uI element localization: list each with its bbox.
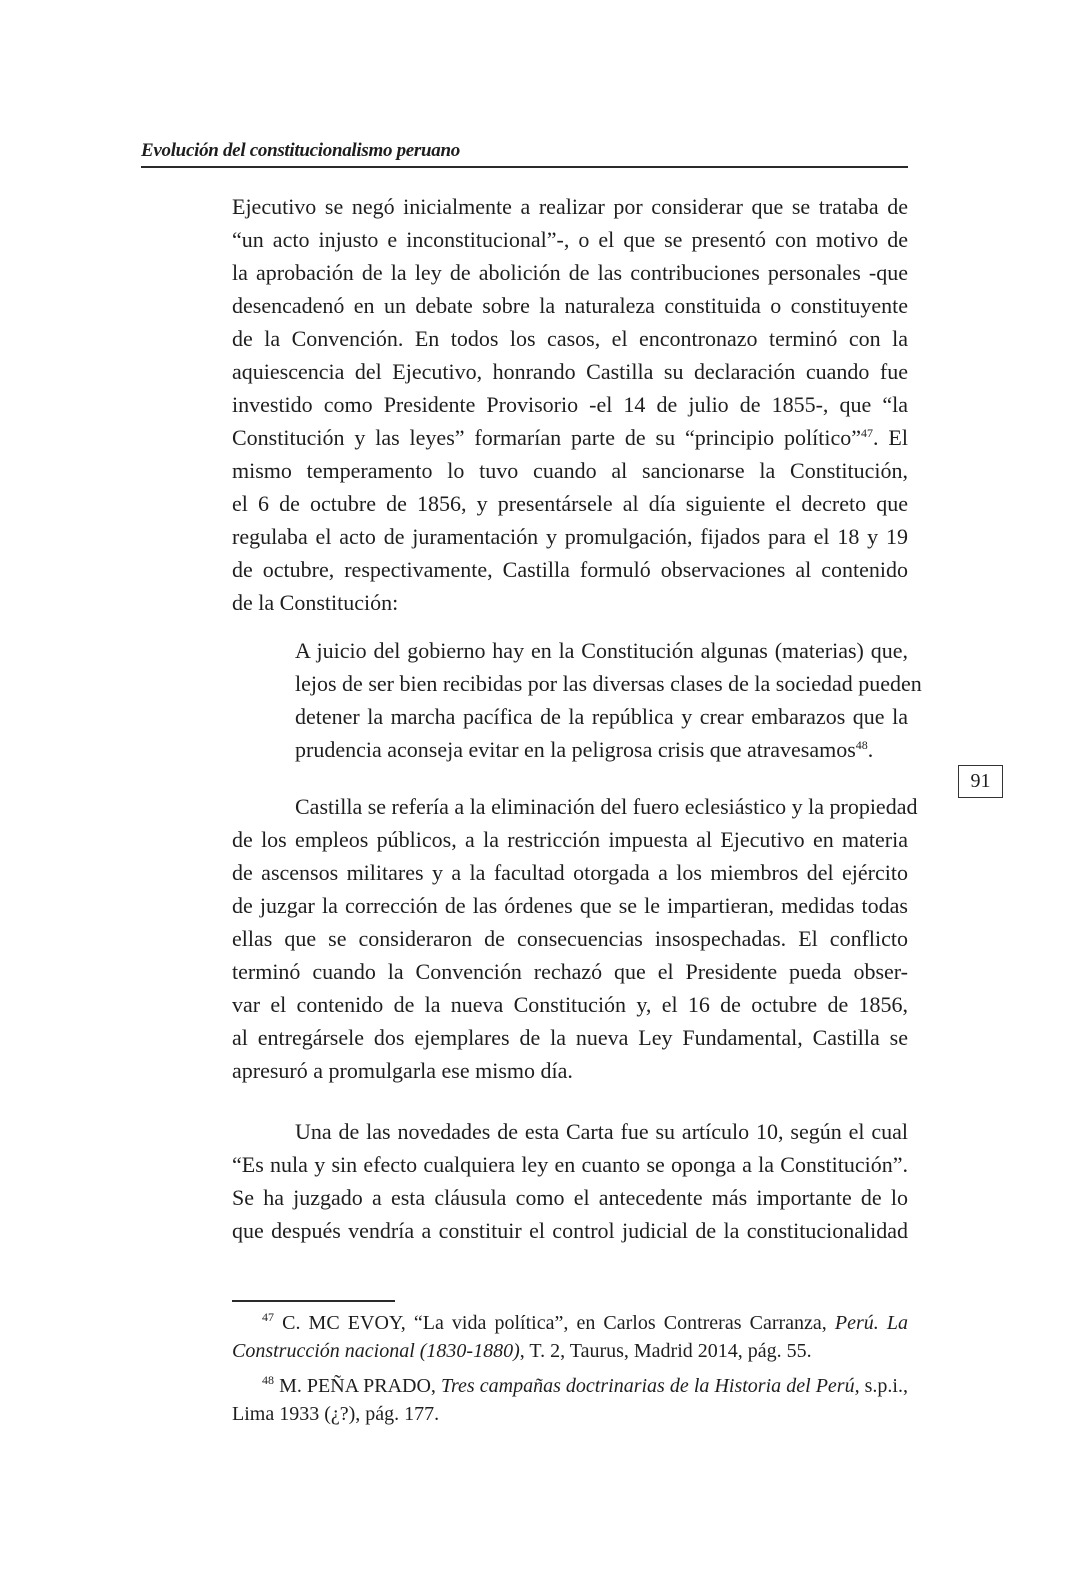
text-line: Castilla se refería a la eliminación del fuero eclesiástico y la propiedad (295, 794, 918, 819)
text-segment: Perú. La (834, 1312, 908, 1334)
block-quote (295, 634, 922, 766)
text-line: de ascensos militares y a la facultad otorgada a los miembros del ejército (232, 860, 908, 885)
text-line: detener la marcha pacífica de la república y crear embarazos que la (295, 704, 908, 729)
text-segment: C. MC EVOY, “La vida política”, en Carlos Contreras Carranza, (274, 1312, 835, 1334)
text-segment: s.p.i., (859, 1375, 908, 1397)
paragraph-3 (232, 1115, 908, 1247)
text-line: Se ha juzgado a esta cláusula como el antecedente más importante de lo (232, 1185, 908, 1210)
text-line: Ejecutivo se negó inicialmente a realizar por considerar que se trataba de (232, 194, 908, 219)
text-line: “un acto injusto e inconstitucional”-, o el que se presentó con motivo de (232, 227, 908, 252)
text-line: “Es nula y sin efecto cualquiera ley en cuanto se oponga a la Constitución”. (232, 1152, 908, 1177)
text-line: apresuró a promulgarla ese mismo día. (232, 1058, 573, 1083)
text-segment: prudencia aconseja evitar en la peligrosa crisis que atravesamos (295, 737, 856, 762)
text-line: de juzgar la corrección de las órdenes que se le impartieran, medidas todas (232, 893, 908, 918)
text-line: terminó cuando la Convención rechazó que el Presidente pueda obser- (232, 959, 908, 984)
text-segment: . El (873, 425, 908, 450)
text-line: la aprobación de la ley de abolición de las contribuciones personales -que (232, 260, 908, 285)
text-line (232, 1309, 908, 1337)
paragraph-1 (232, 190, 908, 619)
text-line: Una de las novedades de esta Carta fue su artículo 10, según el cual (295, 1119, 908, 1144)
footnote-reference: 48 (855, 738, 868, 752)
text-line: investido como Presidente Provisorio -el 14 de julio de 1855-, que “la (232, 392, 908, 417)
text-line: aquiescencia del Ejecutivo, honrando Castilla su declaración cuando fue (232, 359, 908, 384)
text-line: de octubre, respectivamente, Castilla formuló observaciones al contenido (232, 557, 908, 582)
footnote-48 (232, 1372, 908, 1428)
page-number: 91 (958, 765, 1003, 798)
text-line (232, 1337, 908, 1365)
text-line (232, 1400, 908, 1428)
paragraph-2 (232, 790, 918, 1087)
text-segment: M. PEÑA PRADO, (274, 1375, 441, 1397)
text-line: desencadenó en un debate sobre la naturaleza constituida o constituyente (232, 293, 908, 318)
text-line (232, 421, 908, 454)
text-line: al entregársele dos ejemplares de la nueva Ley Fundamental, Castilla se (232, 1025, 908, 1050)
text-line: var el contenido de la nueva Constitución y, el 16 de octubre de 1856, (232, 992, 908, 1017)
text-segment: Constitución y las leyes” formarían parte de su “principio político” (232, 425, 862, 450)
text-segment: Tres campañas doctrinarias de la Historia del Perú, (440, 1375, 860, 1397)
text-line: A juicio del gobierno hay en la Constitución algunas (materias) que, (295, 638, 908, 663)
text-line: de los empleos públicos, a la restricción impuesta al Ejecutivo en materia (232, 827, 908, 852)
text-segment: Lima 1933 (¿?), pág. 177. (232, 1403, 440, 1425)
footnote-reference: 47 (262, 1310, 274, 1324)
footnote-reference: 47 (861, 426, 874, 440)
text-line: regulaba el acto de juramentación y promulgación, fijados para el 18 y 19 (232, 524, 908, 549)
text-line: mismo temperamento lo tuvo cuando al sancionarse la Constitución, (232, 458, 908, 483)
text-line: ellas que se consideraron de consecuencias insospechadas. El conflicto (232, 926, 908, 951)
text-line (232, 1372, 908, 1400)
text-line: lejos de ser bien recibidas por las diversas clases de la sociedad pueden (295, 671, 922, 696)
text-line: de la Constitución: (232, 590, 399, 615)
footnote-rule (232, 1300, 395, 1302)
text-line: de la Convención. En todos los casos, el encontronazo terminó con la (232, 326, 908, 351)
text-line: que después vendría a constituir el control judicial de la constitucionalidad (232, 1218, 908, 1243)
text-line (295, 733, 908, 766)
text-segment: , T. 2, Taurus, Madrid 2014, pág. 55. (519, 1340, 812, 1362)
text-segment: . (867, 737, 874, 762)
text-segment: Construcción nacional (1830-1880) (232, 1340, 520, 1362)
text-line: el 6 de octubre de 1856, y presentársele al día siguiente el decreto que (232, 491, 908, 516)
footnote-47 (232, 1309, 908, 1365)
header-rule (141, 166, 908, 168)
footnote-reference: 48 (262, 1373, 274, 1387)
running-header: Evolución del constitucionalismo peruano (141, 140, 460, 161)
